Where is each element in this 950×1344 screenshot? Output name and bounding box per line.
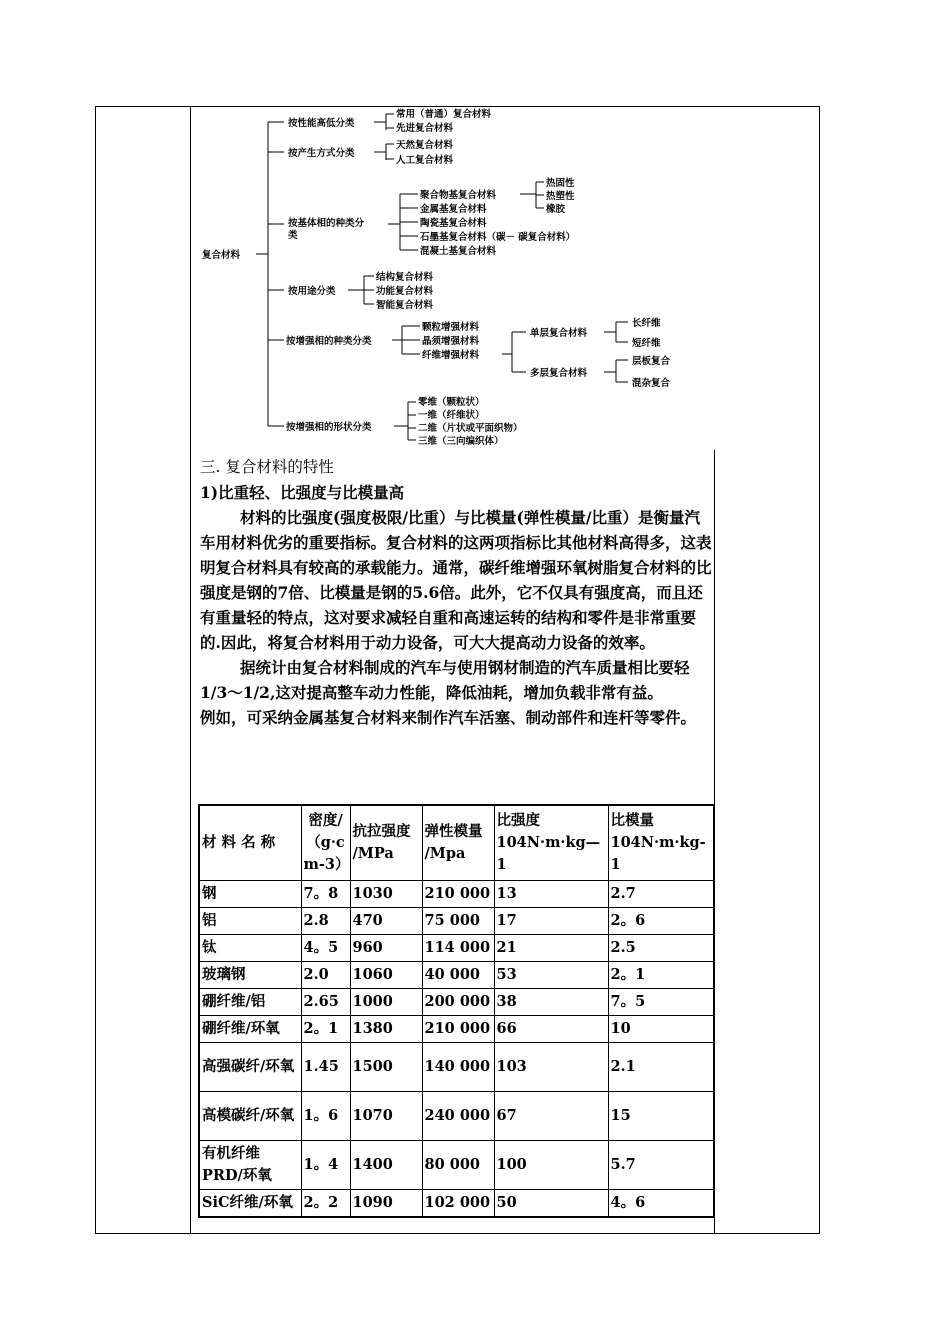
table-row: 硼纤维/铝 2.65 1000 200 000 38 7。5 xyxy=(199,989,714,1016)
header-elastic: 弹性模量 /Mpa xyxy=(422,805,494,881)
svg-text:一维（纤维状）: 一维（纤维状） xyxy=(418,410,485,421)
header-material-name: 材 料 名 称 xyxy=(199,805,301,881)
svg-text:智能复合材料: 智能复合材料 xyxy=(376,300,434,311)
svg-text:金属基复合材料: 金属基复合材料 xyxy=(420,204,487,215)
svg-text:长纤维: 长纤维 xyxy=(632,318,661,329)
svg-text:晶须增强材料: 晶须增强材料 xyxy=(422,336,480,347)
branch-production: 按产生方式分类 xyxy=(288,148,355,159)
svg-text:功能复合材料: 功能复合材料 xyxy=(376,286,434,297)
svg-text:石墨基复合材料（碳－ 碳复合材料）: 石墨基复合材料（碳－ 碳复合材料） xyxy=(420,232,576,243)
classification-diagram xyxy=(198,106,710,446)
svg-text:陶瓷基复合材料: 陶瓷基复合材料 xyxy=(420,218,487,229)
paragraph-weight: 据统计由复合材料制成的汽车与使用钢材制造的汽车质量相比要轻1/3～1/2,这对提高整车动力性能，降低油耗，增加负载非常有益。 xyxy=(200,658,690,702)
section-heading: 三. 复合材料的特性 xyxy=(200,458,334,476)
header-specific-modulus: 比模量 104N·m·kg-1 xyxy=(608,805,714,881)
branch-reinforcement-type: 按增强相的种类分类 xyxy=(286,336,372,347)
svg-text:混凝土基复合材料: 混凝土基复合材料 xyxy=(420,246,497,257)
svg-text:单层复合材料: 单层复合材料 xyxy=(530,328,588,339)
table-row: 高强碳纤/环氧 1.45 1500 140 000 103 2.1 xyxy=(199,1043,714,1092)
diagram-root: 复合材料 xyxy=(202,250,241,261)
svg-text:层板复合: 层板复合 xyxy=(632,356,671,367)
branch-usage: 按用途分类 xyxy=(288,286,336,297)
table-row: 钢 7。8 1030 210 000 13 2.7 xyxy=(199,881,714,908)
table-row: 有机纤维PRD/环氧 1。4 1400 80 000 100 5.7 xyxy=(199,1141,714,1190)
paragraph-example: 例如，可采纳金属基复合材料来制作汽车活塞、制动部件和连杆等零件。 xyxy=(200,708,697,727)
svg-text:人工复合材料: 人工复合材料 xyxy=(396,155,454,166)
svg-text:橡胶: 橡胶 xyxy=(546,204,566,215)
svg-text:零维（颗粒状）: 零维（颗粒状） xyxy=(418,397,485,408)
svg-text:三维（三向编织体）: 三维（三向编织体） xyxy=(418,436,504,446)
table-row: SiC纤维/环氧 2。2 1090 102 000 50 4。6 xyxy=(199,1190,714,1218)
svg-text:类: 类 xyxy=(288,230,298,241)
properties-section xyxy=(200,455,712,730)
svg-text:颗粒增强材料: 颗粒增强材料 xyxy=(422,322,480,333)
svg-text:常用（普通）复合材料: 常用（普通）复合材料 xyxy=(396,109,492,120)
branch-performance: 按性能高低分类 xyxy=(288,118,355,129)
table-row: 硼纤维/环氧 2。1 1380 210 000 66 10 xyxy=(199,1016,714,1043)
table-row: 铝 2.8 470 75 000 17 2。6 xyxy=(199,908,714,935)
section-subheading: 1)比重轻、比强度与比模量高 xyxy=(200,483,405,502)
materials-table xyxy=(198,804,715,1218)
svg-text:短纤维: 短纤维 xyxy=(632,338,661,349)
svg-text:天然复合材料: 天然复合材料 xyxy=(396,140,454,151)
svg-text:纤维增强材料: 纤维增强材料 xyxy=(422,350,480,361)
paragraph-specific-strength: 材料的比强度(强度极限/比重）与比模量(弹性模量/比重）是衡量汽车用材料优劣的重要指标。复合材料的这两项指标比其他材料高得多，这表明复合材料具有较高的承载能力。通常，碳纤维增强环氧树脂复合材料的比强度是钢的7倍、比模量是钢的5.6倍。此外，它不仅具有强度高，而且还有重量轻的特点，这对要求减轻自重和高速运转的结构和零件是非常重要的.因此，将复合材料用于动力设备，可大大提高动力设备的效率。 xyxy=(200,508,712,652)
svg-text:结构复合材料: 结构复合材料 xyxy=(376,272,434,283)
table-row: 高模碳纤/环氧 1。6 1070 240 000 67 15 xyxy=(199,1092,714,1141)
svg-text:二维（片状或平面织物）: 二维（片状或平面织物） xyxy=(418,423,523,434)
branch-reinforcement-shape: 按增强相的形状分类 xyxy=(286,422,372,433)
header-tensile: 抗拉强度 /MPa xyxy=(350,805,422,881)
svg-text:混杂复合: 混杂复合 xyxy=(632,378,671,389)
branch-matrix: 按基体相的种类分 xyxy=(288,218,365,229)
svg-text:聚合物基复合材料: 聚合物基复合材料 xyxy=(420,190,497,201)
table-header-row xyxy=(199,805,714,881)
table-row: 玻璃钢 2.0 1060 40 000 53 2。1 xyxy=(199,962,714,989)
header-specific-strength: 比强度 104N·m·kg—1 xyxy=(494,805,608,881)
column-divider-left xyxy=(190,106,191,1234)
svg-text:多层复合材料: 多层复合材料 xyxy=(530,368,588,379)
svg-text:先进复合材料: 先进复合材料 xyxy=(396,123,454,134)
table-row: 钛 4。5 960 114 000 21 2.5 xyxy=(199,935,714,962)
header-density: 密度/ （g·c m-3） xyxy=(301,805,350,881)
svg-text:热固性: 热固性 xyxy=(546,178,575,189)
svg-text:热塑性: 热塑性 xyxy=(546,191,575,202)
